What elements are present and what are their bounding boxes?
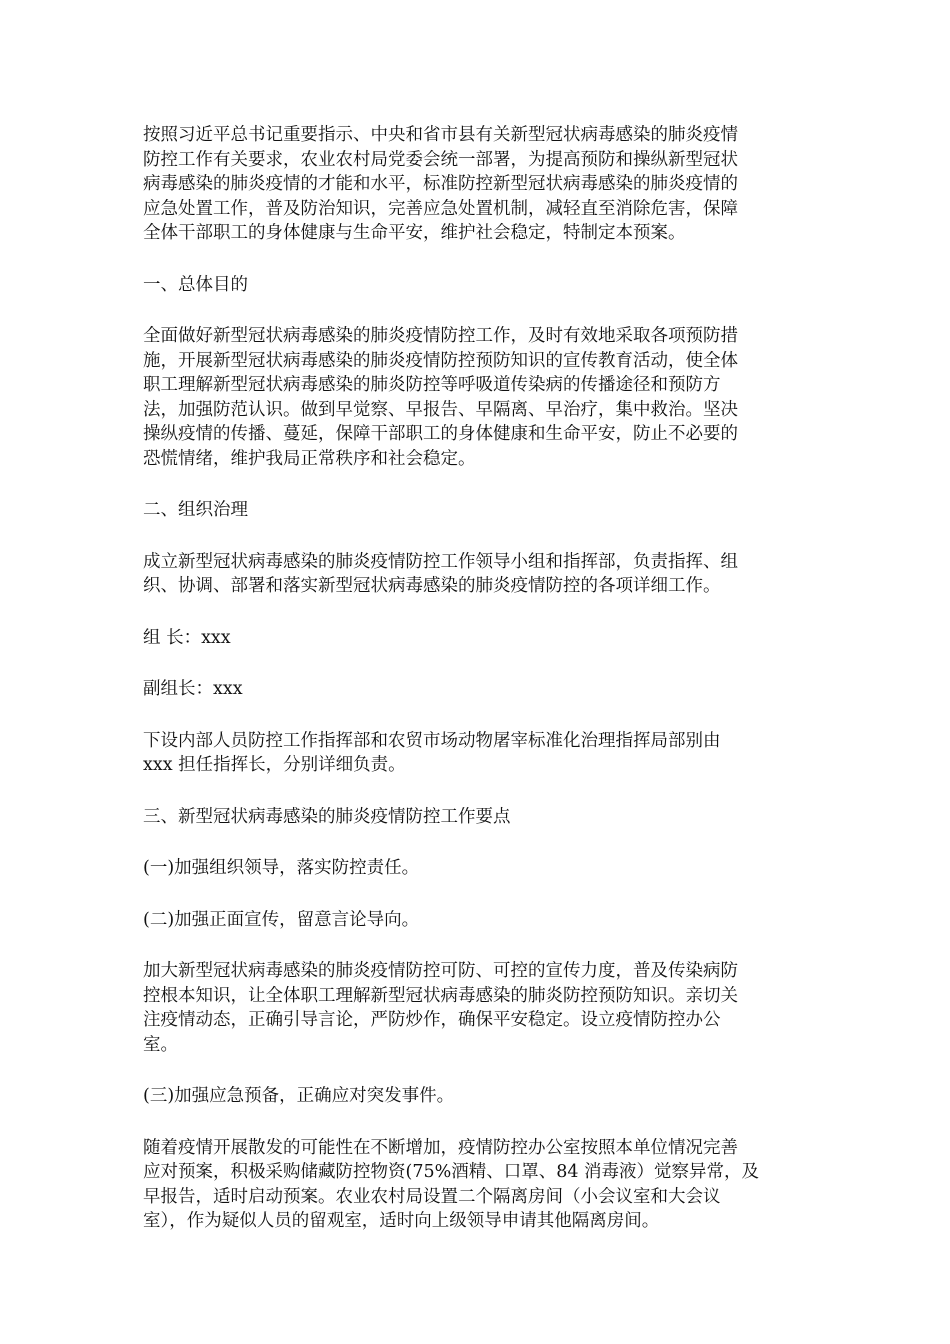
body-paragraph: 全面做好新型冠状病毒感染的肺炎疫情防控工作，及时有效地采取各项预防措 施，开展新型冠状病毒感染的肺炎疫情防控预防知识的宣传教育活动，使全体 职工理解新型冠状病毒感染的肺炎防控等呼吸道传染病的传播途径和预防方 法，加强防范认识。做到早觉察、早报告、早隔离、早治疗，集中救治。坚决 操纵疫情的传播、蔓延，保障干部职工的身体健康和生命平安，防止不必要的 恐慌情绪，维护我局正常秩序和社会稳定。 (143, 326, 738, 469)
intro-paragraph: 按照习近平总书记重要指示、中央和省市县有关新型冠状病毒感染的肺炎疫情 防控工作有关要求，农业农村局党委会统一部署，为提高预防和操纵新型冠状 病毒感染的肺炎疫情的才能和水平，标准防控新型冠状病毒感染的肺炎疫情的 应急处置工作，普及防治知识，完善应急处置机制，减轻直至消除危害，保障 全体干部职工的身体健康与生命平安，维护社会稳定，特制定本预案。 (143, 125, 738, 243)
leader-line: 组 长：xxx (143, 627, 231, 648)
section-heading: 二、组织治理 (143, 500, 248, 520)
body-paragraph: 成立新型冠状病毒感染的肺炎疫情防控工作领导小组和指挥部，负责指挥、组 织、协调、部署和落实新型冠状病毒感染的肺炎疫情防控的各项详细工作。 (143, 551, 738, 596)
subsection-heading: (三)加强应急预备，正确应对突发事件。 (143, 1086, 455, 1106)
body-paragraph: 下设内部人员防控工作指挥部和农贸市场动物屠宰标准化治理指挥局部别由 xxx 担任指挥长，分别详细负责。 (143, 730, 721, 775)
section-heading: 一、总体目的 (143, 274, 248, 295)
body-paragraph: 随着疫情开展散发的可能性在不断增加，疫情防控办公室按照本单位情况完善 应对预案，积极采购储藏防控物资(75%酒精、口罩、84 消毒液）觉察异常，及 早报告，适时启动预案。农业农村局设置二个隔离房间（小会议室和大会议 室），作为疑似人员的留观室，适时向上级领导申请其他隔离房间。 (143, 1137, 760, 1231)
deputy-leader-line: 副组长：xxx (143, 679, 243, 699)
document-body (143, 123, 809, 1261)
section-heading: 三、新型冠状病毒感染的肺炎疫情防控工作要点 (143, 806, 511, 827)
subsection-heading: (一)加强组织领导，落实防控责任。 (143, 858, 420, 878)
subsection-heading: (二)加强正面宣传，留意言论导向。 (143, 909, 420, 930)
body-paragraph: 加大新型冠状病毒感染的肺炎疫情防控可防、可控的宣传力度，普及传染病防 控根本知识，让全体职工理解新型冠状病毒感染的肺炎防控预防知识。亲切关 注疫情动态，正确引导言论，严防炒作，确保平安稳定。设立疫情防控办公 室。 (143, 961, 738, 1055)
